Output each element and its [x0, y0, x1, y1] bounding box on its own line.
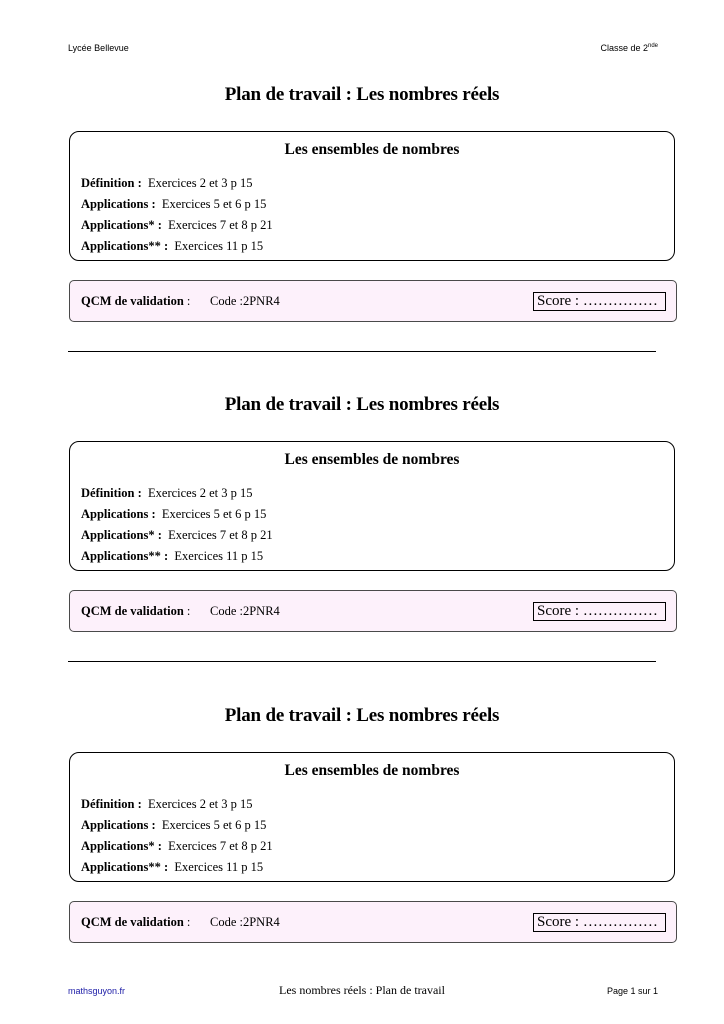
- exercise-line: [81, 860, 263, 875]
- exercise-line: [81, 528, 273, 543]
- line-label: Applications :: [81, 507, 156, 521]
- exercise-line: [81, 486, 253, 501]
- qcm-label-text: QCM de validation: [81, 294, 184, 308]
- line-text: Exercices 7 et 8 p 21: [168, 839, 273, 853]
- exercise-line: [81, 218, 273, 233]
- qcm-label-colon: :: [183, 294, 191, 308]
- page-title: Plan de travail : Les nombres réels: [224, 394, 500, 415]
- line-text: Exercices 2 et 3 p 15: [148, 486, 253, 500]
- header-class-text: Classe de 2: [600, 43, 648, 53]
- page-title: Plan de travail : Les nombres réels: [224, 705, 500, 726]
- footer-site-link[interactable]: mathsguyon.fr: [68, 986, 126, 996]
- qcm-label: [81, 604, 190, 619]
- score-field: Score : ……………: [533, 292, 666, 311]
- line-label: Applications** :: [81, 239, 169, 253]
- line-label: Définition :: [81, 176, 142, 190]
- line-text: Exercices 5 et 6 p 15: [161, 818, 267, 832]
- exercise-line: [81, 839, 273, 854]
- qcm-code: Code :2PNR4: [210, 604, 280, 618]
- exercise-line: [81, 549, 263, 564]
- footer-page-number: Page 1 sur 1: [606, 986, 658, 996]
- content-box: [69, 441, 675, 571]
- exercise-line: [81, 176, 253, 191]
- qcm-label-colon: :: [183, 915, 191, 929]
- exercise-line: [81, 818, 266, 833]
- exercise-line: [81, 197, 266, 212]
- line-text: Exercices 11 p 15: [174, 860, 264, 874]
- line-label: Applications** :: [81, 549, 169, 563]
- page-title: Plan de travail : Les nombres réels: [224, 84, 500, 105]
- box-title: Les ensembles de nombres: [284, 141, 460, 158]
- content-box: [69, 131, 675, 261]
- header-school: Lycée Bellevue: [68, 43, 129, 53]
- qcm-code: Code :2PNR4: [210, 294, 280, 308]
- box-title: Les ensembles de nombres: [284, 762, 460, 779]
- qcm-label: [81, 915, 190, 930]
- exercise-line: [81, 239, 263, 254]
- line-label: Applications* :: [81, 218, 162, 232]
- footer-title: Les nombres réels : Plan de travail: [279, 983, 445, 997]
- qcm-validation-box: [69, 901, 677, 943]
- line-text: Exercices 11 p 15: [174, 549, 264, 563]
- line-text: Exercices 2 et 3 p 15: [148, 797, 253, 811]
- qcm-code: Code :2PNR4: [210, 915, 280, 929]
- score-field: Score : ……………: [533, 913, 666, 932]
- qcm-label-colon: :: [183, 604, 191, 618]
- qcm-label: [81, 294, 190, 309]
- line-label: Définition :: [81, 797, 142, 811]
- line-text: Exercices 7 et 8 p 21: [168, 528, 273, 542]
- work-plan-section-3: [0, 621, 724, 931]
- line-text: Exercices 11 p 15: [174, 239, 264, 253]
- qcm-label-text: QCM de validation: [81, 915, 184, 929]
- line-label: Applications* :: [81, 528, 162, 542]
- line-text: Exercices 7 et 8 p 21: [168, 218, 273, 232]
- score-field: Score : ……………: [533, 602, 666, 621]
- line-text: Exercices 2 et 3 p 15: [148, 176, 253, 190]
- line-label: Applications** :: [81, 860, 169, 874]
- exercise-line: [81, 797, 253, 812]
- work-plan-section-2: [0, 310, 724, 620]
- line-label: Applications* :: [81, 839, 162, 853]
- line-label: Applications :: [81, 818, 156, 832]
- line-text: Exercices 5 et 6 p 15: [161, 197, 267, 211]
- header-class-sup: nde: [647, 43, 658, 49]
- work-plan-section-1: [0, 0, 724, 310]
- qcm-label-text: QCM de validation: [81, 604, 184, 618]
- line-label: Applications :: [81, 197, 156, 211]
- line-text: Exercices 5 et 6 p 15: [161, 507, 267, 521]
- content-box: [69, 752, 675, 882]
- box-title: Les ensembles de nombres: [284, 451, 460, 468]
- exercise-line: [81, 507, 266, 522]
- line-label: Définition :: [81, 486, 142, 500]
